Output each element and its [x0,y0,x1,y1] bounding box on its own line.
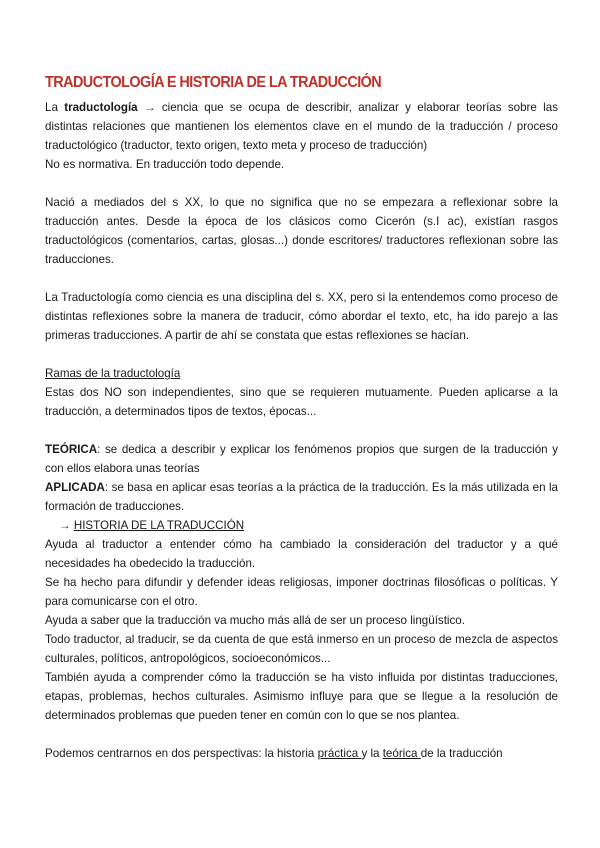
ramas-text: Estas dos NO son independientes, sino que se requieren mutuamente. Pueden aplicarse a la traducción, a determinados tipos de textos, épocas... [45,386,558,418]
arrow-right-icon: → [59,519,74,532]
page-title: TRADUCTOLOGÍA E HISTORIA DE LA TRADUCCIÓN [45,74,382,91]
historia-heading-text: HISTORIA DE LA TRADUCCIÓN [73,519,245,532]
historia-line: Se ha hecho para difundir y defender ideas religiosas, imponer doctrinas filosóficas o políticas. Y para comunicarse con el otro. [45,576,558,608]
final-pre: Podemos centrarnos en dos perspectivas: la historia [45,747,318,760]
paragraph-ciencia: La Traductología como ciencia es una disciplina del s. XX, pero si la entendemos como proceso de distintas reflexiones sobre la manera de traducir, cómo abordar el texto, etc, ha ido parejo a las primeras traducciones. A partir de ahí se constata que estas reflexiones se hacían. [45,291,558,342]
historia-line: Ayuda al traductor a entender cómo ha cambiado la consideración del traductor y a qué necesidades ha obedecido la traducción. [45,538,558,570]
intro-text: ciencia que se ocupa de describir, analizar y elaborar teorías sobre las distintas relaciones que mantienen los elementos clave en el mundo de la traducción / proceso traductológico (traductor, texto origen, texto meta y proceso de traducción) [45,101,558,152]
final-mid: y la [361,747,383,760]
historia-line: Ayuda a saber que la traducción va mucho más allá de ser un proceso lingüístico. [45,614,465,627]
term-traductologia: traductología [64,101,138,114]
teorica-label: TEÓRICA [45,443,98,456]
teorica-text: : se dedica a describir y explicar los fenómenos propios que surgen de la traducción y con ellos elabora unas teorías [45,443,558,475]
paragraph-nacio: Nació a mediados del s XX, lo que no significa que no se empezara a reflexionar sobre la traducción antes. Desde la época de los clásicos como Cicerón (s.I ac), existían rasgos traductológicos (comentarios, cartas, glosas...) donde escritores/ traductores reflexionan sobre las traducciones. [45,196,558,266]
historia-line: Todo traductor, al traducir, se da cuenta de que está inmerso en un proceso de mezcla de aspectos culturales, políticos, antropológicos, socioeconómicos... [45,633,558,665]
ramas-heading-text: Ramas de la traductología [45,367,181,380]
intro-line2: No es normativa. En traducción todo depende. [45,158,285,171]
intro-prefix: La [45,101,65,114]
teorica-paragraph [45,440,558,478]
document-page [45,74,558,763]
intro-paragraph [45,98,558,155]
teorica-link-text: teórica [382,747,421,760]
aplicada-label: APLICADA [45,481,105,494]
aplicada-text: : se basa en aplicar esas teorías a la práctica de la traducción. Es la más utilizada en la formación de traducciones. [45,481,558,513]
final-paragraph [45,744,558,763]
historia-heading [45,516,558,535]
historia-line: También ayuda a comprender cómo la traducción se ha visto influida por distintas traducciones, etapas, problemas, hechos culturales. Asimismo influye para que se llegue a la resolución de determinados problemas que pueden tener en común con lo que se nos plantea. [45,671,558,722]
final-post: de la traducción [420,747,503,760]
practica-link-text: práctica [317,747,362,760]
ramas-heading [45,364,558,383]
aplicada-paragraph [45,478,558,516]
arrow-icon: → [137,101,162,114]
